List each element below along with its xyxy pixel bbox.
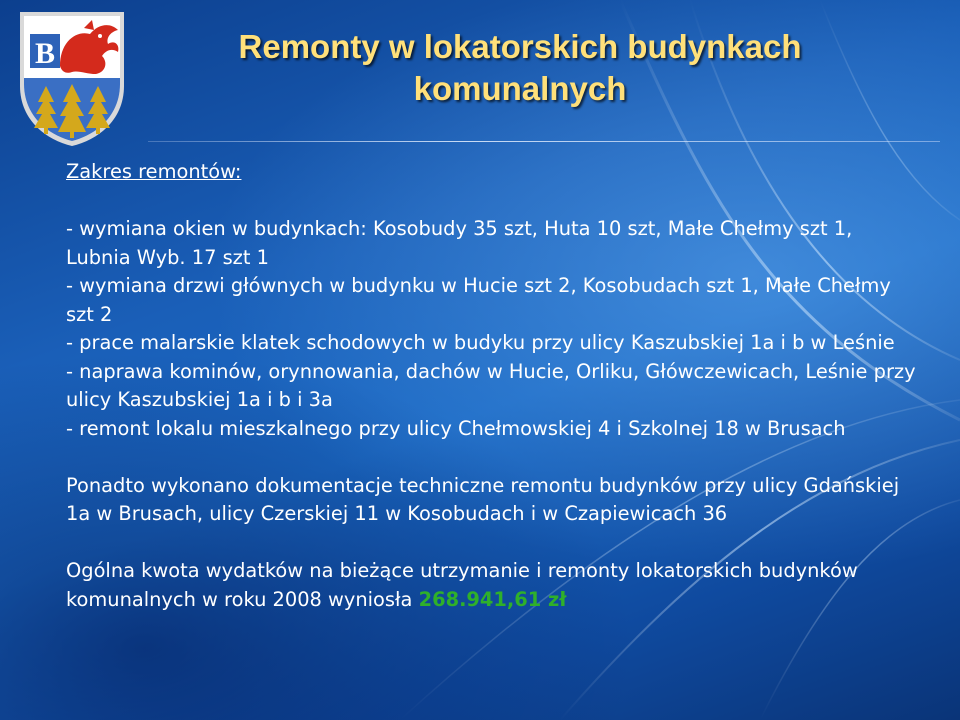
section-heading: Zakres remontów: — [66, 160, 242, 183]
list-item: - prace malarskie klatek schodowych w budyku przy ulicy Kaszubskiej 1a i b w Leśnie — [66, 331, 895, 354]
slide-body — [66, 158, 916, 614]
svg-text:B: B — [34, 37, 56, 70]
slide-title-line-1: Remonty w lokatorskich budynkach — [238, 28, 802, 65]
list-item: - naprawa kominów, orynnowania, dachów w Hucie, Orliku, Główczewicach, Leśnie przy ulicy Kaszubskiej 1a i b i 3a — [66, 359, 916, 411]
spacer — [66, 529, 916, 558]
list-item: - wymiana drzwi głównych w budynku w Hucie szt 2, Kosobudach szt 1, Małe Chełmy szt 2 — [66, 274, 891, 326]
total-amount: 268.941,61 zł — [418, 587, 567, 611]
list-item: - remont lokalu mieszkalnego przy ulicy Chełmowskiej 4 i Szkolnej 18 w Brusach — [66, 416, 846, 440]
list-item: - wymiana okien w budynkach: Kosobudy 35 szt, Huta 10 szt, Małe Chełmy szt 1, Lubnia Wyb. 17 szt 1 — [66, 217, 853, 269]
slide-title-line-2: komunalnych — [413, 70, 627, 107]
coat-of-arms-icon — [16, 8, 128, 150]
spacer — [66, 443, 916, 472]
title-divider — [148, 141, 940, 142]
documentation-paragraph: Ponadto wykonano dokumentacje techniczne remontu budynków przy ulicy Gdańskiej 1a w Brusach, ulicy Czerskiej 11 w Kosobudach i w Czapiewicach 36 — [66, 473, 900, 525]
spacer — [66, 187, 916, 216]
total-text: Ogólna kwota wydatków na bieżące utrzymanie i remonty lokatorskich budynków komunalnych w roku 2008 wyniosła — [66, 559, 858, 611]
slide-title — [140, 26, 900, 110]
total-paragraph — [66, 557, 916, 614]
